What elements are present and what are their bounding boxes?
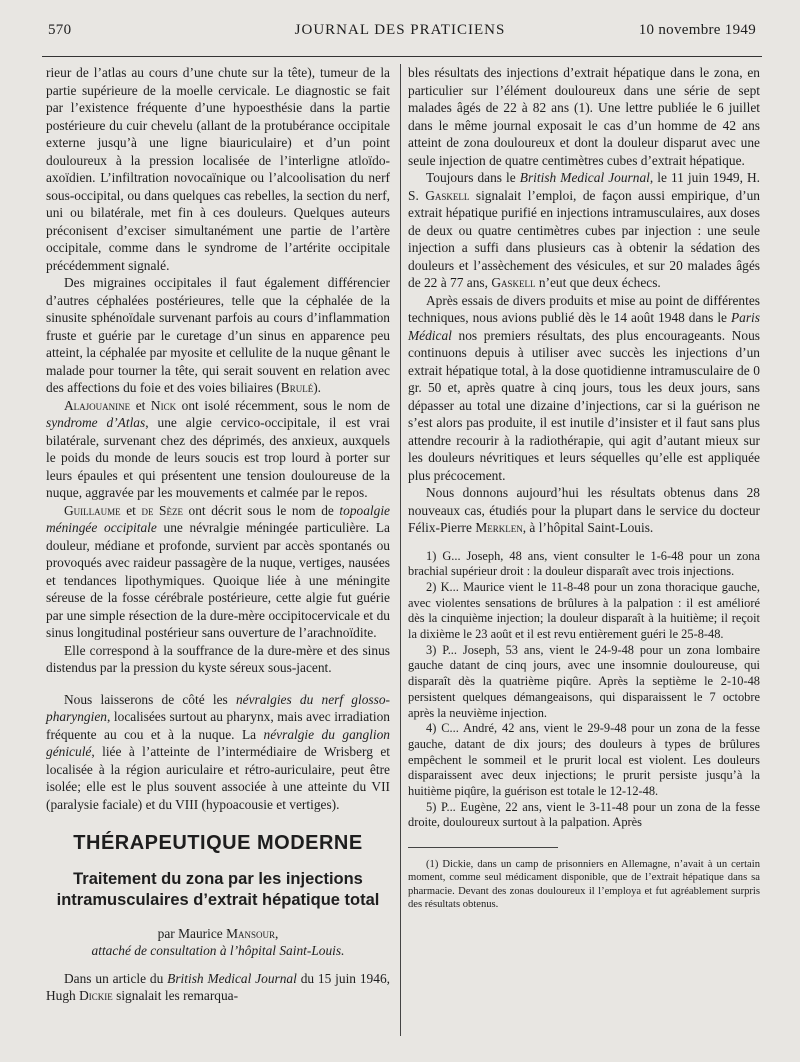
byline: par Maurice Mansour, [157, 925, 279, 941]
case-list [408, 549, 760, 832]
author-name: de Sèze [141, 502, 183, 518]
footnote-rule [408, 847, 558, 848]
case-entry: 3) P... Joseph, 53 ans, vient le 24-9-48 pour un zona lombaire gauche datant de cinq jours, avec une insomnie douloureuse, qui disparaît dès la quatrième piqûre. Après la septième le 2-10-48 persistent quelques démangeaisons, qui disparaissent le 7 octobre après la neuvième injection. [408, 642, 760, 720]
paragraph: bles résultats des injections d’extrait hépatique dans le zona, en particulier sur l’élément douloureux dans une série de sept malades âgés de 22 à 82 ans (1). Une lettre publiée le 6 juillet dans le même journal exposait le cas d’un homme de 42 ans atteint de zona douloureux et dont la douleur disparut avec une seule injection de quatre centimètres cubes d’extrait hépatique. [408, 65, 760, 168]
case-entry: 4) C... André, 42 ans, vient le 29-9-48 pour un zona de la fesse gauche, datant de dix jours; des douleurs à types de brûlures empêchent le sommeil et le prurit local est violent. Les douleurs disparaissent avec deux injections; le prurit persiste jusqu’à la huitième piqûre, la guérison est totale le 12-12-48. [408, 721, 760, 799]
paragraph: Nous laisserons de côté les névralgies du nerf glosso-pharyngien, localisées surtout au pharynx, mais avec irradiation fréquente au cou et à la nuque. La névralgie du ganglion géniculé, liée à l’atteinte de l’intermédiaire de Wrisberg et localisée à la région auriculaire et rétro-auriculaire, peut être isolée; elle est le plus souvent associée à une atteinte du VII (paralysie faciale) et du VIII (hypoacousie et vertiges). [46, 691, 390, 812]
right-column [408, 64, 760, 911]
journal-title: JOURNAL DES PRATICIENS [294, 22, 506, 38]
term: névralgies du nerf glosso-pharyngien [46, 691, 390, 724]
paragraph: Guillaume et de Sèze ont décrit sous le nom de topoalgie méningée occipitale une névralgie méningée particulière. La douleur, médiane et profonde, survient par accès spontanés ou provoqués avec raideur passagère de la nuque, vertiges, nausées et tendances lipothymiques. Quoique liée à une méningite séreuse de la fosse cérébrale postérieure, cette algie fut guérie par une simple résection de la dure-mère occipitocervicale et du sinus longitudinal postérieur sans ouverture de l’arachnoïdite. [46, 502, 390, 640]
case-entry: 1) G... Joseph, 48 ans, vient consulter le 1-6-48 pour un zona brachial supérieur droit : la douleur disparaît avec trois injections. [408, 548, 760, 579]
author-name: Guillaume [64, 502, 121, 518]
affiliation: attaché de consultation à l’hôpital Saint-Louis. [91, 943, 345, 958]
header-rule [42, 56, 762, 57]
left-column [46, 64, 390, 1005]
term: syndrome d’Atlas [46, 415, 146, 430]
page-number: 570 [48, 22, 72, 38]
paragraph: rieur de l’atlas au cours d’une chute sur la tête), tumeur de la partie supérieure de la moelle cervicale. Le diagnostic se fait par l’existence fréquente d’une hypoesthésie dans la partie postérieure du cuir chevelu (allant de la protubérance occipitale externe jusqu’à une ligne biauriculaire) et d’un point douloureux à la pression localisée de l’interligne atloïdo-axoïdien. L’infiltration novocaïnique ou l’alcoolisation du nerf sous-occipital, ou dans quelques cas rebelles, la section du nerf, uni ou bilatérale, met fin à ces douleurs. Quelques auteurs préconisent d’exciser simultanément une partie de l’artère occipitale, comme dans le syndrome de l’artérite occipitale précédemment signalé. [46, 65, 390, 273]
term: topoalgie méningée occipitale [46, 502, 390, 535]
issue-date: 10 novembre 1949 [638, 22, 756, 38]
author-name: Gaskell [425, 187, 470, 203]
footnote: (1) Dickie, dans un camp de prisonniers en Allemagne, n’avait à un certain moment, comme seul médicament disponible, que de l’extrait hépatique dans sa pharmacie. Devant des zonas douloureux il l’employa et fut agréablement surpris des résultats obtenus. [408, 859, 760, 910]
paragraph: Elle correspond à la souffrance de la dure-mère et des sinus distendus par la pression du kyste séreux sous-jacent. [46, 642, 390, 675]
paragraph: Dans un article du British Medical Journal du 15 juin 1946, Hugh Dickie signalait les remarqua- [46, 970, 390, 1003]
author-name: Nick [150, 397, 177, 413]
column-divider [400, 64, 401, 1036]
author-name: Mansour [226, 925, 275, 941]
journal-name: British Medical Journal [167, 970, 297, 986]
case-entry: 2) K... Maurice vient le 11-8-48 pour un zona thoracique gauche, avec violentes sensations de brûlures à la palpation : il est amélioré dès la cinquième injection; la douleur disparaît à la huitième; il reçoit la dixième le 23 août et il est revu entièrement guéri le 25-8-48. [408, 579, 760, 642]
paragraph: Toujours dans le British Medical Journal, le 11 juin 1949, H. S. Gaskell signalait l’emploi, de façon aussi empirique, d’un extrait hépatique purifié en injections intramusculaires, aux doses de deux ou quatre centimètres cubes par injection : une seule injection a suffi dans plusieurs cas à obtenir la sédation des douleurs et l’assèchement des vésicules, et sur 20 malades âgés de 22 à 77 ans, Gaskell n’eut que deux échecs. [408, 170, 761, 290]
author-name: Brulé [280, 380, 314, 395]
term: névralgie du ganglion géniculé [46, 726, 390, 759]
author-name: Alajouanine [64, 397, 131, 413]
author-name: Dickie [79, 988, 113, 1003]
case-entry: 5) P... Eugène, 22 ans, vient le 3-11-48 pour un zona de la fesse droite, douloureux surtout à la palpation. Après [408, 799, 760, 830]
paragraph: Après essais de divers produits et mise au point de différentes techniques, nous avions publié dès le 14 août 1948 dans le Paris Médical nos premiers résultats, des plus encourageants. Nous continuons depuis à utiliser avec succès les injections d’un extrait hépatique total, à la dose quotidienne intramusculaire de 0 gr. 50 et, après quatre à cinq jours, tous les deux jours, sans dépasser au total une dizaine d’injections, car si la guérison ne s’est alors pas produite, il est inutile d’insister et il faut sans plus attendre recourir à la radiothérapie, qui agit d’autant mieux sur les douleurs névritiques et leurs séquelles qu’elle est appliquée plus précocement. [408, 292, 760, 483]
author-name: Merklen [475, 520, 523, 535]
journal-name: British Medical Journal [519, 170, 650, 185]
author-name: Gaskell [491, 275, 536, 290]
paragraph: Alajouanine et Nick ont isolé récemment, sous le nom de syndrome d’Atlas, une algie cervico-occipitale, il est vrai bilatérale, survenant chez des déprimés, des anxieux, auxquels le poids du monde de leurs soucis est trop lourd à porter sur leurs épaules et qui présentent une tension douloureuse de la nuque, aggravée par les mouvements et calmée par le repos. [46, 397, 391, 500]
paragraph: Nous donnons aujourd’hui les résultats obtenus dans 28 nouveaux cas, étudiés pour la plupart dans le service du docteur Félix-Pierre Merklen, à l’hôpital Saint-Louis. [408, 485, 760, 535]
article-title: Traitement du zona par les injections intramusculaires d’extrait hépatique total [56, 869, 380, 909]
paragraph: Des migraines occipitales il faut également différencier d’autres céphalées postérieures, telle que la céphalée de la sinusite sphénoïdale survenant parfois au cours d’inflammation fruste et guérie par le curetage d’un sinus en apparence peu atteint, la céphalée par myosite et cellulite de la nuque gênant le malade pour tourner la tête, qui serait souvent en relation avec des affections du foie et des voies biliaires (Brulé). [46, 275, 390, 395]
journal-name: Paris Médical [408, 310, 760, 343]
section-heading: THÉRAPEUTIQUE MODERNE [73, 832, 363, 854]
